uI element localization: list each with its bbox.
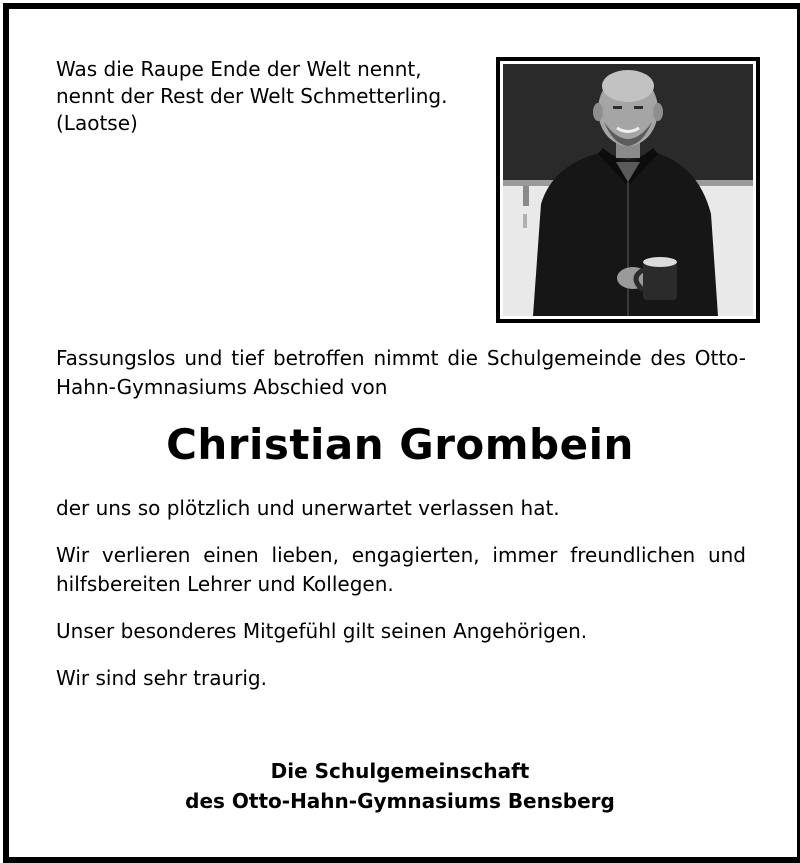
body-line-1: der uns so plötzlich und unerwartet verlassen hat. [56,496,560,520]
body-line-4: Wir sind sehr traurig. [56,666,267,690]
portrait-image [503,64,753,316]
signature-line-2: des Otto-Hahn-Gymnasiums Bensberg [185,789,615,813]
body-line-3: Unser besonderes Mitgefühl gilt seinen Angehörigen. [56,619,588,643]
body-line-2: Wir verlieren einen lieben, engagierten, immer freundlichen und hilfsbereiten Lehrer und Kollegen. [56,543,746,596]
portrait-photo [500,61,756,319]
intro-text: Fassungslos und tief betroffen nimmt die Schulgemeinde des Otto-Hahn-Gymnasiums Abschied von [56,346,746,399]
quote-block [56,56,486,137]
quote-author: (Laotse) [56,111,138,135]
quote-line-2: nennt der Rest der Welt Schmetterling. [56,84,448,108]
quote-line-1: Was die Raupe Ende der Welt nennt, [56,57,422,81]
deceased-name: Christian Grombein [166,420,634,469]
portrait-frame [496,57,760,323]
signature-line-1: Die Schulgemeinschaft [270,759,530,783]
